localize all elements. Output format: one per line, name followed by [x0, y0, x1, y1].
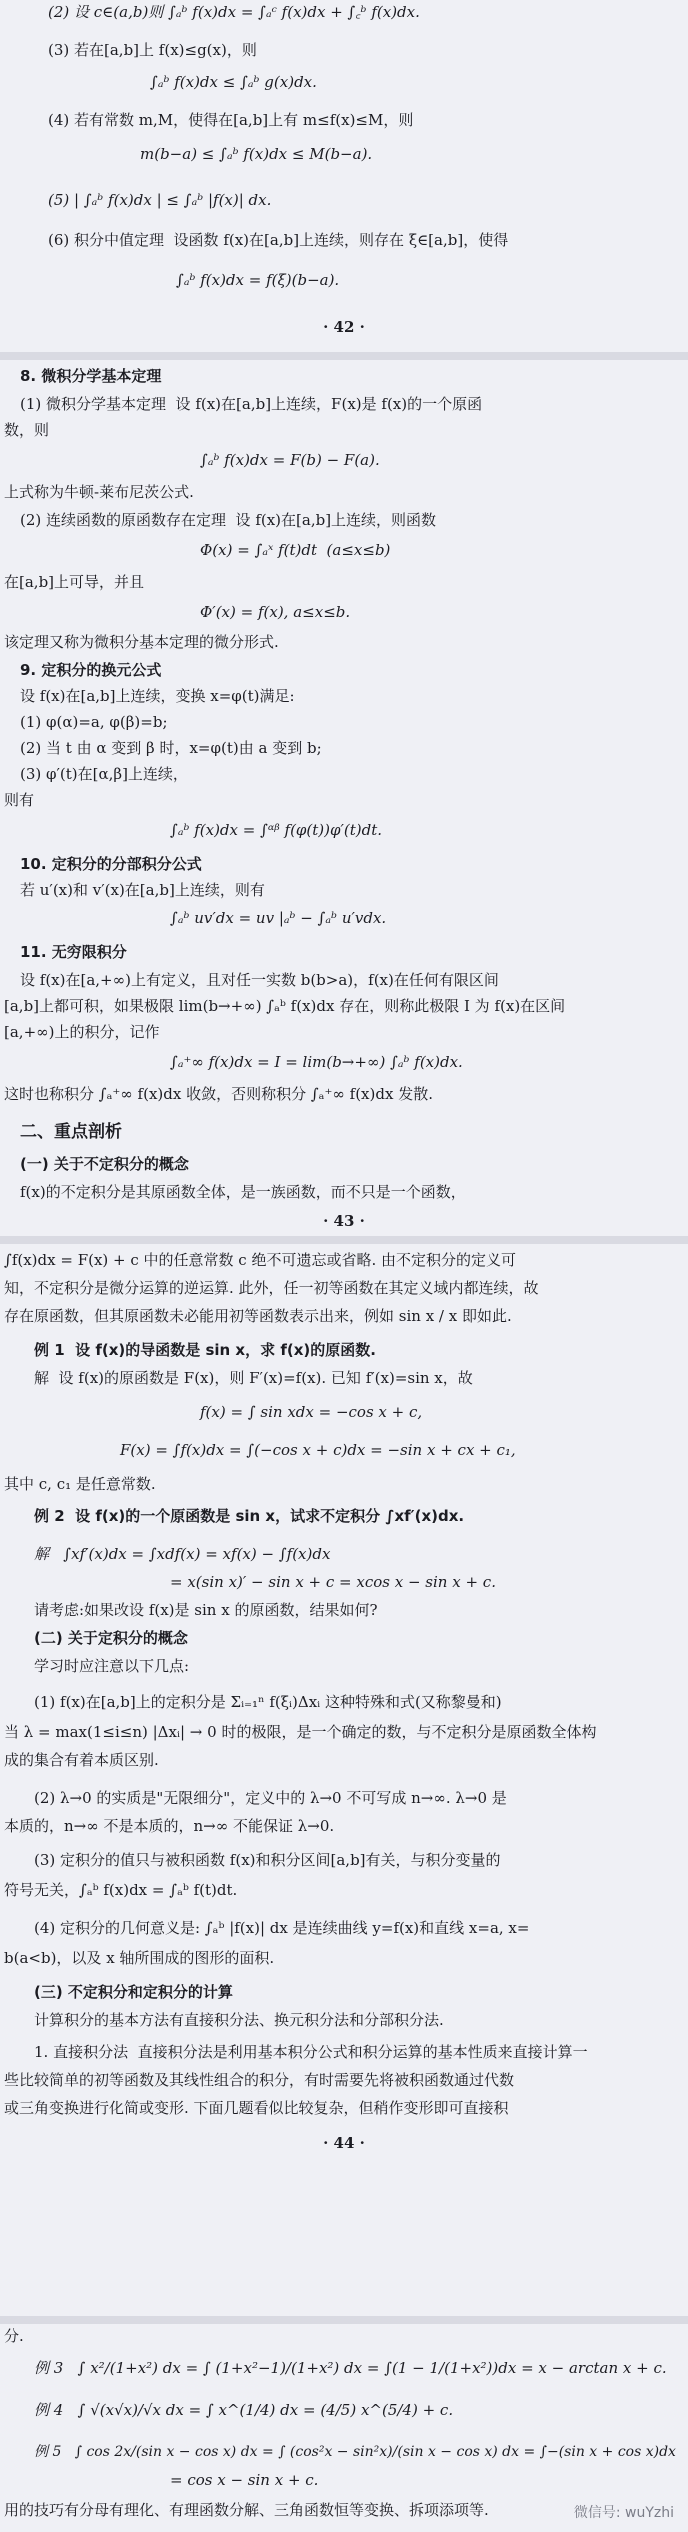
- text-line: (2) 当 t 由 α 变到 β 时，x=φ(t)由 a 变到 b;: [20, 739, 322, 757]
- text-line: 设 f(x)在[a,b]上连续，变换 x=φ(t)满足:: [20, 687, 295, 705]
- mean-value-formula: ∫ₐᵇ f(x)dx = f(ξ)(b−a).: [176, 271, 340, 289]
- text-line: 数，则: [4, 421, 50, 439]
- text-line: 成的集合有着本质区别.: [4, 1751, 159, 1769]
- section-heading-10: 10. 定积分的分部积分公式: [20, 855, 202, 873]
- text-line: [a,+∞)上的积分，记作: [4, 1023, 160, 1041]
- property-4-formula: m(b−a) ≤ ∫ₐᵇ f(x)dx ≤ M(b−a).: [140, 145, 373, 163]
- section-heading-8: 8. 微积分学基本定理: [20, 367, 162, 385]
- text-line: (2) λ→0 的实质是"无限细分"，定义中的 λ→0 不可写成 n→∞. λ→0 是: [34, 1789, 507, 1807]
- text-line: 本质的，n→∞ 不是本质的，n→∞ 不能保证 λ→0.: [4, 1817, 335, 1835]
- text-line: 计算积分的基本方法有直接积分法、换元积分法和分部积分法.: [34, 2011, 444, 2029]
- text-line: (2) 连续函数的原函数存在定理 设 f(x)在[a,b]上连续，则函数: [20, 511, 437, 529]
- page-number: · 44 ·: [323, 2134, 365, 2152]
- formula-line: ∫ₐ⁺∞ f(x)dx = I = lim(b→+∞) ∫ₐᵇ f(x)dx.: [170, 1053, 463, 1071]
- example-5: 例 5 ∫ cos 2x/(sin x − cos x) dx = ∫ (cos²x − sin²x)/(sin x − cos x) dx = ∫−(sin x + cos x)dx: [34, 2444, 676, 2460]
- text-line: 这时也称积分 ∫ₐ⁺∞ f(x)dx 收敛，否则称积分 ∫ₐ⁺∞ f(x)dx 发散.: [4, 1085, 433, 1103]
- text-line: (4) 定积分的几何意义是: ∫ₐᵇ |f(x)| dx 是连续曲线 y=f(x)和直线 x=a, x=: [34, 1919, 530, 1937]
- example-2: 例 2 设 f(x)的一个原函数是 sin x，试求不定积分 ∫xf′(x)dx.: [34, 1507, 465, 1525]
- formula-line: = cos x − sin x + c.: [170, 2471, 319, 2489]
- example-1: 例 1 设 f(x)的导函数是 sin x，求 f(x)的原函数.: [34, 1341, 376, 1359]
- text-line: (1) f(x)在[a,b]上的定积分是 Σᵢ₌₁ⁿ f(ξᵢ)Δxᵢ 这种特殊和式(又称黎曼和): [34, 1693, 502, 1711]
- text-line: ∫f(x)dx = F(x) + c 中的任意常数 c 绝不可遗忘或省略. 由不定积分的定义可: [4, 1251, 517, 1269]
- property-3-line: (3) 若在[a,b]上 f(x)≤g(x)，则: [48, 41, 257, 59]
- text-line: (3) 定积分的值只与被积函数 f(x)和积分区间[a,b]有关，与积分变量的: [34, 1851, 501, 1869]
- text-line: 请考虑:如果改设 f(x)是 sin x 的原函数，结果如何?: [34, 1601, 378, 1619]
- section-heading-9: 9. 定积分的换元公式: [20, 661, 162, 679]
- subsection-heading: (一) 关于不定积分的概念: [20, 1155, 189, 1173]
- text-line: 存在原函数，但其原函数未必能用初等函数表示出来，例如 sin x / x 即如此.: [4, 1307, 512, 1325]
- text-line: 1. 直接积分法 直接积分法是利用基本积分公式和积分运算的基本性质来直接计算一: [34, 2043, 588, 2061]
- formula-line: = x(sin x)′ − sin x + c = xcos x − sin x + c.: [170, 1573, 496, 1591]
- formula-line: f(x) = ∫ sin xdx = −cos x + c,: [200, 1403, 423, 1421]
- text-line: 上式称为牛顿-莱布尼茨公式.: [4, 483, 194, 501]
- page-divider: [0, 1236, 688, 1244]
- text-line: 设 f(x)在[a,+∞)上有定义，且对任一实数 b(b>a)，f(x)在任何有限区间: [20, 971, 499, 989]
- formula-line: Φ(x) = ∫ₐˣ f(t)dt (a≤x≤b): [200, 541, 391, 559]
- formula-line: F(x) = ∫f(x)dx = ∫(−cos x + c)dx = −sin x + cx + c₁,: [120, 1441, 516, 1459]
- formula-line: ∫ₐᵇ f(x)dx = ∫ᵅᵝ f(φ(t))φ′(t)dt.: [170, 821, 383, 839]
- property-4-line: (4) 若有常数 m,M，使得在[a,b]上有 m≤f(x)≤M，则: [48, 111, 414, 129]
- property-3-formula: ∫ₐᵇ f(x)dx ≤ ∫ₐᵇ g(x)dx.: [150, 73, 317, 91]
- textbook-page-43: [0, 360, 688, 1244]
- text-line: (1) φ(α)=a, φ(β)=b;: [20, 713, 168, 731]
- text-line: b(a<b)，以及 x 轴所围成的图形的面积.: [4, 1949, 275, 1967]
- text-line: 当 λ = max(1≤i≤n) |Δxᵢ| → 0 时的极限，是一个确定的数，与不定积分是原函数全体构: [4, 1723, 597, 1741]
- property-2-line: (2) 设 c∈(a,b)则 ∫ₐᵇ f(x)dx = ∫ₐᶜ f(x)dx + ∫꜀ᵇ f(x)dx.: [48, 3, 420, 21]
- text-line: 若 u′(x)和 v′(x)在[a,b]上连续，则有: [20, 881, 265, 899]
- text-line: 些比较简单的初等函数及其线性组合的积分，有时需要先将被积函数通过代数: [4, 2071, 515, 2089]
- solution-line: 解 设 f(x)的原函数是 F(x)，则 F′(x)=f(x). 已知 f′(x)=sin x，故: [34, 1369, 473, 1387]
- textbook-page-45: [0, 2324, 688, 2532]
- formula-line: ∫ₐᵇ uv′dx = uv |ₐᵇ − ∫ₐᵇ u′vdx.: [170, 909, 387, 927]
- page-number: · 43 ·: [323, 1212, 365, 1230]
- text-line: 符号无关，∫ₐᵇ f(x)dx = ∫ₐᵇ f(t)dt.: [4, 1881, 238, 1899]
- text-line: [a,b]上都可积，如果极限 lim(b→+∞) ∫ₐᵇ f(x)dx 存在，则称此极限 I 为 f(x)在区间: [4, 997, 566, 1015]
- wechat-watermark: 微信号: wuYzhi: [573, 2505, 674, 2521]
- solution-line: 解 ∫xf′(x)dx = ∫xdf(x) = xf(x) − ∫f(x)dx: [34, 1545, 331, 1563]
- text-line: 分.: [4, 2327, 24, 2345]
- page-divider: [0, 352, 688, 360]
- textbook-page-44: [0, 1244, 688, 2324]
- text-line: 该定理又称为微积分基本定理的微分形式.: [4, 633, 279, 651]
- newton-leibniz-formula: ∫ₐᵇ f(x)dx = F(b) − F(a).: [200, 451, 380, 469]
- text-line: 在[a,b]上可导，并且: [4, 573, 145, 591]
- mean-value-theorem-line: (6) 积分中值定理 设函数 f(x)在[a,b]上连续，则存在 ξ∈[a,b]，使得: [48, 231, 509, 249]
- text-line: (1) 微积分学基本定理 设 f(x)在[a,b]上连续，F(x)是 f(x)的一个原函: [20, 395, 483, 413]
- text-line: 学习时应注意以下几点:: [34, 1657, 190, 1675]
- text-line: 或三角变换进行化简或变形. 下面几题看似比较复杂，但稍作变形即可直接积: [4, 2099, 509, 2117]
- example-4: 例 4 ∫ √(x√x)/√x dx = ∫ x^(1/4) dx = (4/5) x^(5/4) + c.: [34, 2401, 454, 2419]
- formula-line: Φ′(x) = f(x), a≤x≤b.: [200, 603, 351, 621]
- section-heading-key-analysis: 二、重点剖析: [20, 1122, 122, 1142]
- subsection-heading: (三) 不定积分和定积分的计算: [34, 1983, 233, 2001]
- text-line: 则有: [4, 791, 35, 809]
- text-line: 知，不定积分是微分运算的逆运算. 此外，任一初等函数在其定义域内都连续，故: [4, 1279, 539, 1297]
- property-5-line: (5) | ∫ₐᵇ f(x)dx | ≤ ∫ₐᵇ |f(x)| dx.: [48, 191, 272, 209]
- text-line: 其中 c, c₁ 是任意常数.: [4, 1475, 156, 1493]
- text-line: f(x)的不定积分是其原函数全体，是一族函数，而不只是一个函数，: [20, 1183, 466, 1201]
- page-number: · 42 ·: [323, 318, 365, 336]
- example-3: 例 3 ∫ x²/(1+x²) dx = ∫ (1+x²−1)/(1+x²) dx = ∫(1 − 1/(1+x²))dx = x − arctan x + c.: [34, 2359, 667, 2377]
- text-line: 用的技巧有分母有理化、有理函数分解、三角函数恒等变换、拆项添项等.: [4, 2501, 489, 2519]
- section-heading-11: 11. 无穷限积分: [20, 943, 127, 961]
- textbook-page-42: [0, 0, 688, 352]
- text-line: (3) φ′(t)在[α,β]上连续，: [20, 765, 188, 783]
- page-divider: [0, 2316, 688, 2324]
- subsection-heading: (二) 关于定积分的概念: [34, 1629, 188, 1647]
